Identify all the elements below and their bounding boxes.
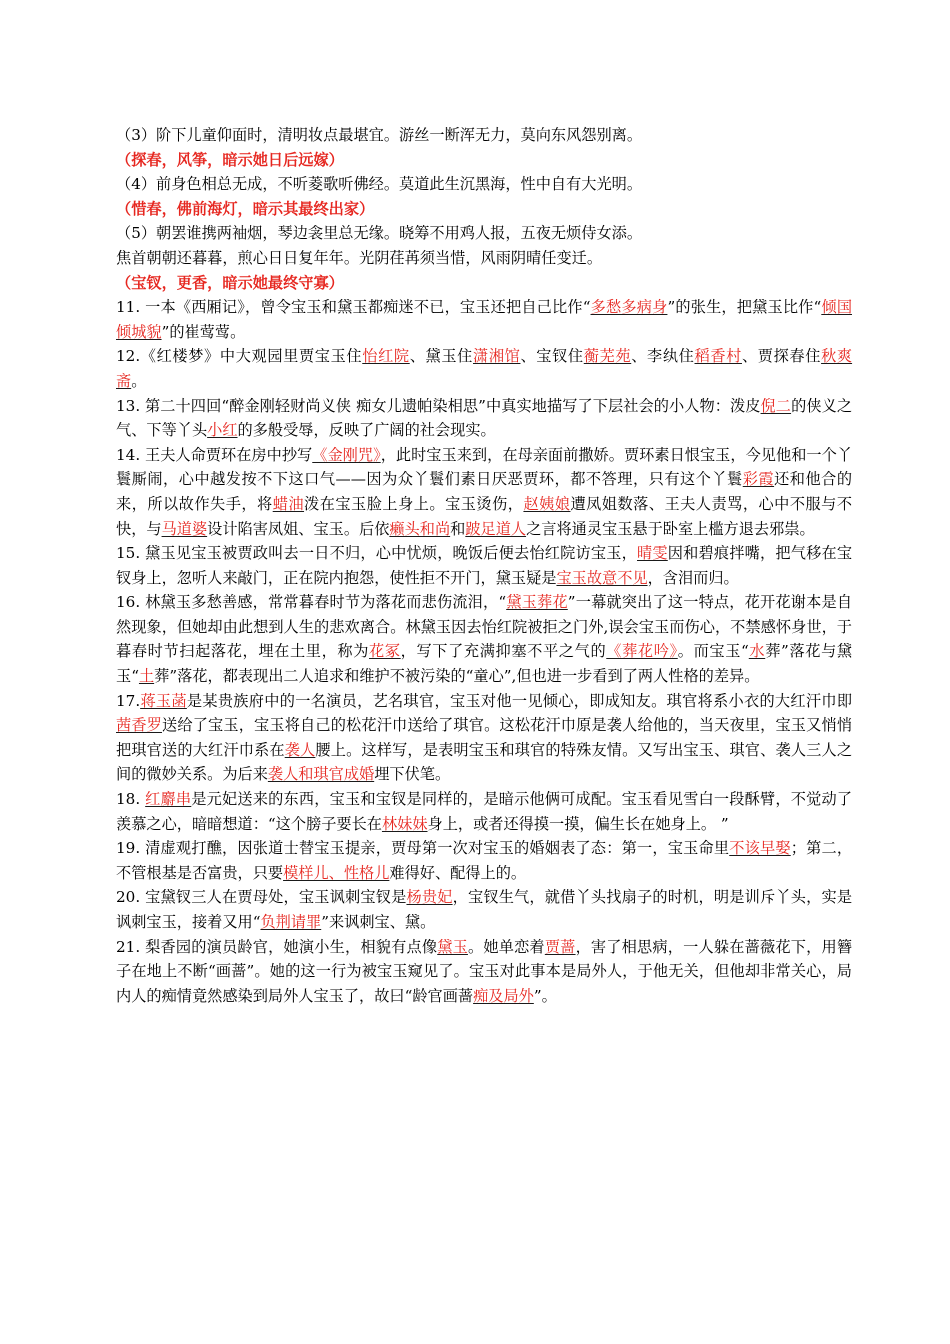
answer-blank: 袭人和琪官成婚 xyxy=(267,765,375,784)
question-text: 、贾探春住 xyxy=(741,347,822,366)
question-text: ”。 xyxy=(533,986,557,1005)
answer-blank: 赵姨娘 xyxy=(523,494,571,513)
answer-blank: 秋爽斋 xyxy=(116,347,853,390)
question-text: ，写下了充满抑塞不平之气的 xyxy=(400,642,607,661)
question-text: 17. xyxy=(116,691,141,710)
answer-blank: 黛玉葬花 xyxy=(506,593,568,612)
answer-blank: 跛足道人 xyxy=(465,519,527,538)
poem-5-line: （5）朝罢谁携两袖烟，琴边衾里总无缘。晓筹不用鸡人报，五夜无烦侍女添。 xyxy=(116,224,643,243)
answer-blank: 蘅芜苑 xyxy=(583,347,632,366)
question-text: ；第二，不管根基是否富贵，只要 xyxy=(116,839,853,882)
answer-blank: 倪二 xyxy=(760,396,792,415)
poem-4-line: （4）前身色相总无成，不听菱歌听佛经。莫道此生沉黑海，性中自有大光明。 xyxy=(116,175,643,194)
question-q13 xyxy=(116,394,852,443)
answer-blank: 贾蔷 xyxy=(544,937,576,956)
answer-blank: 茜香罗 xyxy=(116,716,163,735)
question-text: 还和他合的来，所以故作失手，将 xyxy=(116,470,853,513)
answer-blank: 怡红院 xyxy=(362,347,410,366)
question-text: 身上，或者还得摸一摸，偏生长在她身上。 ” xyxy=(427,814,729,833)
answer-blank: 《葬花吟》 xyxy=(606,642,678,661)
question-text: 16. 林黛玉多愁善感，常常暮春时节为落花而悲伤流泪，“ xyxy=(116,593,507,612)
answer-blank: 小红 xyxy=(207,421,238,440)
poem-3-line: （3）阶下儿童仰面时，清明妆点最堪宜。游丝一断浑无力，莫向东风怨别离。 xyxy=(116,126,643,144)
question-text: 。而宝玉“ xyxy=(677,642,749,661)
question-text: 因和碧痕拌嘴，把气移在宝钗身上，忽听人来敲门，正在院内抱怨，使性拒不开门，黛玉疑是 xyxy=(116,544,853,587)
question-text: 的多般受辱，反映了广阔的社会现实。 xyxy=(237,421,496,440)
question-text: 、宝钗住 xyxy=(520,347,584,366)
question-text: ”来讽刺宝、黛。 xyxy=(321,913,436,931)
question-text: 18. xyxy=(116,790,146,809)
question-text: 15. 黛玉见宝玉被贾政叫去一日不归，心中忧烦，晚饭后便去怡红院访宝玉， xyxy=(116,544,638,563)
question-text: 19. 清虚观打醮，因张道士替宝玉提亲，贾母第一次对宝玉的婚姻表了态：第一，宝玉命里 xyxy=(116,839,730,858)
question-q20 xyxy=(116,885,852,934)
question-q21 xyxy=(116,935,852,1009)
question-q11 xyxy=(116,295,852,344)
question-text: 埋下伏笔。 xyxy=(374,765,451,784)
question-text: ，此时宝玉来到，在母亲面前撒娇。贾环素日恨宝玉，今见他和一个丫鬟厮闹，心中越发按不下这口气——因为众丫鬟们素日厌恶贾环，都不答理，只有这个丫鬟 xyxy=(116,445,853,489)
question-q18 xyxy=(116,787,852,836)
question-q16 xyxy=(116,590,852,688)
answer-blank: 《金刚咒》 xyxy=(312,445,381,464)
answer-blank: 模样儿、性格儿 xyxy=(283,863,390,882)
question-text: ，含泪而归。 xyxy=(647,568,739,587)
question-q15 xyxy=(116,541,852,590)
question-text: 设计陷害凤姐、宝玉。后依 xyxy=(207,519,390,538)
answer-blank: 彩霞 xyxy=(742,470,775,489)
question-text: 20. 宝黛钗三人在贾母处，宝玉讽刺宝钗是 xyxy=(116,888,407,907)
question-text: 是某贵族府中的一名演员，艺名琪官，宝玉对他一见倾心，即成知友。琪官将系小衣的大红汗巾即 xyxy=(186,691,853,710)
question-text: 。 xyxy=(131,371,147,390)
question-text: 腰上。这样写，是表明宝玉和琪官的特殊友情。又写出宝玉、琪官、袭人三人之间的微妙关系。为后来 xyxy=(116,740,853,784)
question-text: 和 xyxy=(450,519,466,538)
answer-blank: 蜡油 xyxy=(272,494,305,513)
question-text: 12.《红楼梦》中大观园里贾宝玉住 xyxy=(116,347,363,366)
question-text: 葬”落花与黛玉“ xyxy=(116,642,853,686)
answer-blank: 倾国倾城貌 xyxy=(116,298,852,341)
question-text: ”的张生，把黛玉比作“ xyxy=(667,298,822,317)
question-text: ”的崔莺莺。 xyxy=(161,322,246,341)
poem-5-line-2: 焦首朝朝还暮暮，煎心日日复年年。光阴荏苒须当惜，风雨阴晴任变迁。 xyxy=(116,248,602,267)
answer-blank: 黛玉 xyxy=(437,937,468,956)
answer-blank: 晴雯 xyxy=(637,544,668,563)
question-text: 送给了宝玉，宝玉将自己的松花汗巾送给了琪官。这松花汗巾原是袭人给他的，当天夜里，宝玉又悄悄把琪官送的大红汗巾系在 xyxy=(116,716,853,759)
answer-blank: 马道婆 xyxy=(161,519,208,538)
question-text: 泼在宝玉脸上身上。宝玉烫伤， xyxy=(304,494,524,513)
question-text: 难得好、配得上的。 xyxy=(389,863,527,882)
answer-blank: 水 xyxy=(748,642,766,661)
answer-blank: 土 xyxy=(138,667,155,686)
answer-blank: 痴及局外 xyxy=(473,986,534,1005)
question-text: 遭凤姐数落、王夫人责骂，心中不服与不快，与 xyxy=(116,494,853,538)
question-text: 、黛玉住 xyxy=(409,347,473,366)
answer-blank: 林妹妹 xyxy=(381,814,428,833)
answer-blank: 杨贵妃 xyxy=(406,888,453,907)
answer-blank: 红麝串 xyxy=(145,790,192,809)
answer-blank: 癞头和尚 xyxy=(389,519,451,538)
question-text: 14. 王夫人命贾环在房中抄写 xyxy=(116,445,313,464)
question-text: ，害了相思病，一人躲在蔷薇花下，用簪子在地上不断“画蔷”。她的这一行为被宝玉窥见了。宝玉对此事本是局外人，于他无关，但他却非常关心，局内人的痴情竟然感染到局外人宝玉了，故曰“龄官画蔷 xyxy=(116,937,853,1005)
poem-3-answer: （探春，风筝，暗示她日后远嫁） xyxy=(116,150,344,169)
question-text: 11. 一本《西厢记》，曾令宝玉和黛玉都痴迷不已，宝玉还把自己比作“ xyxy=(116,298,591,317)
question-text: 。她单恋着 xyxy=(467,937,545,956)
question-text: ”一幕就突出了这一特点，花开花谢本是自然现象，但她却由此想到人生的悲欢离合。林黛玉因去怡红院被拒之门外,误会宝玉而伤心，不禁感怀身世，于暮春时节扫起落花，埋在土里，称为 xyxy=(116,593,853,661)
question-list xyxy=(116,295,852,1008)
answer-blank: 潇湘馆 xyxy=(473,347,521,366)
question-text: 13. 第二十四回“醉金刚轻财尚义侠 痴女儿遗帕染相思”中真实地描写了下层社会的小人物：泼皮 xyxy=(116,396,761,415)
document-page xyxy=(116,123,852,1008)
question-text: 是元妃送来的东西，宝玉和宝钗是同样的，是暗示他俩可成配。宝玉看见雪白一段酥臂，不觉动了羡慕之心，暗暗想道：“这个膀子要长在 xyxy=(116,790,853,833)
answer-blank: 袭人 xyxy=(284,740,316,759)
answer-blank: 蒋玉菡 xyxy=(140,691,187,710)
answer-blank: 多愁多病身 xyxy=(590,298,668,317)
poem-4-answer: （惜春，佛前海灯，暗示其最终出家） xyxy=(116,199,375,218)
question-q17 xyxy=(116,689,852,787)
answer-blank: 稻香村 xyxy=(694,347,742,366)
answer-blank: 负荆请罪 xyxy=(260,913,322,931)
question-text: 、李纨住 xyxy=(631,347,695,366)
question-q14 xyxy=(116,443,852,541)
answer-blank: 花冢 xyxy=(369,642,401,661)
answer-blank: 宝玉故意不见 xyxy=(556,568,648,587)
question-text: 21. 梨香园的演员龄官，她演小生，相貌有点像 xyxy=(116,937,438,956)
question-text: ，宝钗生气，就借丫头找扇子的时机，明是训斥丫头，实是讽刺宝玉，接着又用“ xyxy=(116,888,853,931)
answer-blank: 不该早娶 xyxy=(729,839,791,858)
question-text: 葬”落花，都表现出二人追求和维护不被污染的“童心”,但也进一步看到了两人性格的差异。 xyxy=(154,667,760,686)
question-text: 之言将通灵宝玉悬于卧室上槛方退去邪祟。 xyxy=(526,519,815,538)
question-q12 xyxy=(116,344,852,393)
question-text: 的侠义之气、下等丫头 xyxy=(116,396,853,440)
question-q19 xyxy=(116,836,852,885)
poem-5-answer: （宝钗，更香，暗示她最终守寡） xyxy=(116,273,344,292)
